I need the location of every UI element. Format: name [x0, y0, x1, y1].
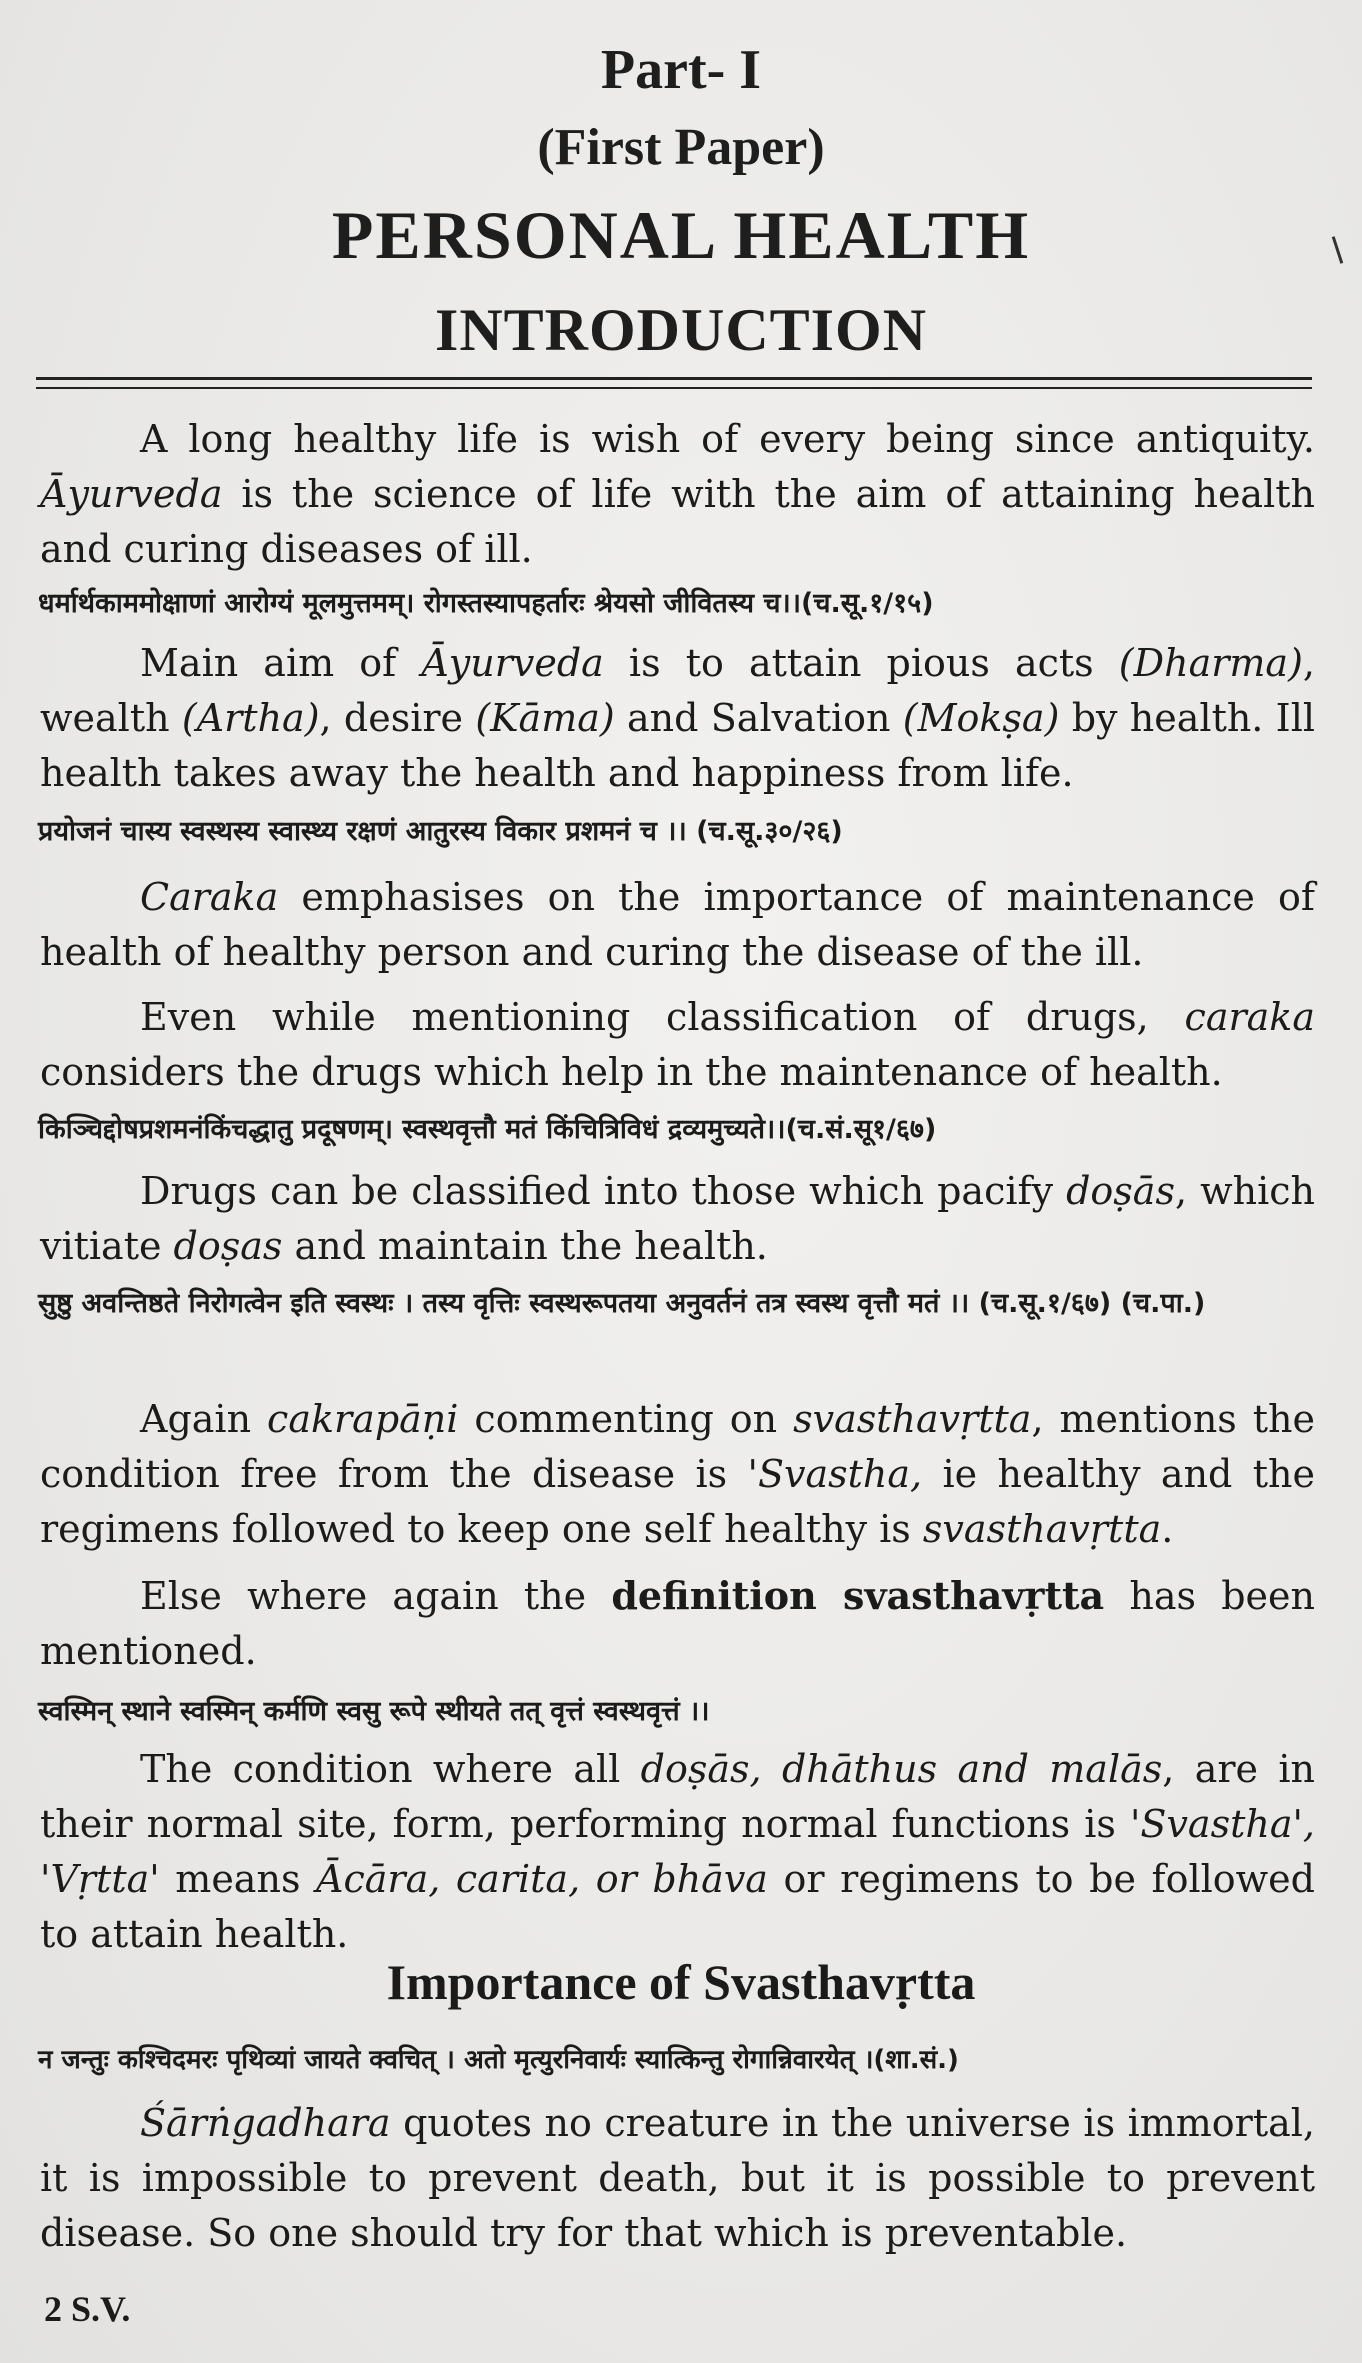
text-run: Āyurveda — [421, 641, 604, 685]
page-footer: 2 S.V. — [44, 2289, 131, 2329]
sanskrit-verse-6: न जन्तुः कश्चिदमरः पृथिव्यां जायते क्वचित् । अतो मृत्युरनिवार्यः स्यात्किन्तु रोगान्निवारयेत् ।(शा.सं.) — [38, 2045, 959, 2075]
section-heading: Importance of Svasthavṛtta — [386, 1954, 976, 2010]
paragraph-7 — [40, 1568, 1315, 1679]
sanskrit-verse-4: सुष्ठु अवन्तिष्ठते निरोगत्वेन इति स्वस्थः । तस्य वृत्तिः स्वस्थरूपतया अनुवर्तनं तत्र स्वस्थ वृत्तौ मतं ।। (च.सू.१/६७) (च.पा.) — [38, 1288, 1206, 1319]
text-run: , are in their normal site, form, performing normal functions is — [40, 1747, 1315, 1846]
text-run: doṣās, dhāthus and malās — [640, 1747, 1163, 1791]
text-run: means — [159, 1857, 317, 1901]
text-run: by health. Ill health takes away the health and happiness from life. — [40, 696, 1315, 795]
paragraph-2 — [40, 636, 1315, 801]
paragraph-4 — [40, 990, 1315, 1100]
sanskrit-verse-2: प्रयोजनं चास्य स्वस्थस्य स्वास्थ्य रक्षणं आतुरस्य विकार प्रशमनं च ।। (च.सू.३०/२६) — [38, 816, 843, 847]
sanskrit-verse-1: धर्मार्थकाममोक्षाणां आरोग्यं मूलमुत्तमम्। रोगस्तस्यापहर्तारः श्रेयसो जीवितस्य च।।(च.सू.१/१५) — [38, 588, 934, 619]
text-run: is the science of life with the aim of attaining health and curing diseases of ill. — [40, 472, 1315, 571]
text-run: , desire — [319, 696, 476, 740]
text-run: , which vitiate — [40, 1169, 1315, 1268]
paragraph-5 — [40, 1164, 1315, 1274]
text-run: Caraka — [140, 875, 279, 919]
text-run: (Mokṣa) — [902, 696, 1060, 740]
text-run: Again — [140, 1397, 268, 1441]
part-label: Part- I — [600, 39, 762, 101]
text-run: 'Svastha, — [747, 1452, 923, 1496]
text-run: or regimens to be followed to attain health. — [40, 1857, 1315, 1956]
text-run: svasthavṛtta — [793, 1397, 1032, 1441]
text-run: emphasises on the importance of maintenance of health of healthy person and curing the disease of the ill. — [40, 875, 1315, 974]
text-run: Śārṅgadhara — [140, 2101, 391, 2145]
text-run: doṣās — [1066, 1169, 1175, 1213]
text-run: and maintain the health. — [282, 1224, 768, 1268]
text-run: svasthavṛtta — [922, 1507, 1162, 1551]
text-run: considers the drugs which help in the maintenance of health. — [40, 1050, 1223, 1094]
text-run: (Kāma) — [475, 696, 615, 740]
paragraph-9 — [40, 2096, 1315, 2261]
text-run: and Salvation — [614, 696, 903, 740]
text-run: . — [1161, 1507, 1174, 1551]
text-run: Āyurveda — [40, 472, 223, 516]
title-rule-thick — [36, 377, 1312, 380]
text-run: , wealth — [40, 641, 1315, 740]
text-run: commenting on — [458, 1397, 794, 1441]
text-run: Drugs can be classified into those which pacify — [140, 1169, 1067, 1213]
paper-label: (First Paper) — [537, 119, 825, 176]
paragraph-6 — [40, 1392, 1315, 1557]
page-title: PERSONAL HEALTH — [331, 197, 1031, 273]
text-run: caraka — [1184, 995, 1315, 1039]
text-run: quotes no creature in the universe is immortal, it is impossible to prevent death, but it is possible to prevent disease. So one should try for that which is preventable. — [40, 2101, 1315, 2255]
section-title: INTRODUCTION — [434, 297, 928, 363]
text-run: is to attain pious acts — [603, 641, 1119, 685]
sanskrit-verse-3: किञ्चिद्दोषप्रशमनंकिंचद्धातु प्रदूषणम्। स्वस्थवृत्तौ मतं किंचित्रिविधं द्रव्यमुच्यते।।(च.सं.सू१/६७) — [38, 1114, 937, 1145]
title-rule-thin — [36, 387, 1312, 389]
paragraph-8 — [40, 1742, 1315, 1962]
text-run: Main aim of — [140, 641, 422, 685]
paragraph-1 — [40, 412, 1315, 577]
paragraph-3 — [40, 870, 1315, 980]
text-run: doṣas — [173, 1224, 283, 1268]
text-run: The condition where all — [140, 1747, 641, 1791]
text-run: ie healthy and the regimens followed to keep one self healthy is — [40, 1452, 1315, 1551]
sanskrit-verse-5: स्वस्मिन् स्थाने स्वस्मिन् कर्मणि स्वसु रूपे स्थीयते तत् वृत्तं स्वस्थवृत्तं ।। — [38, 1696, 710, 1727]
text-run: Even while mentioning classification of drugs, — [140, 995, 1185, 1039]
text-run: definition svasthavṛtta — [611, 1573, 1105, 1618]
text-run: has been mentioned. — [40, 1574, 1315, 1673]
text-run: Ācāra, carita, or bhāva — [316, 1857, 768, 1901]
text-run: (Artha) — [181, 696, 320, 740]
text-run: (Dharma) — [1118, 641, 1303, 685]
text-run: cakrapāṇi — [267, 1397, 459, 1441]
text-run: 'Svastha', 'Vṛtta' — [40, 1802, 1315, 1901]
text-run: A long healthy life is wish of every being since antiquity. — [140, 417, 1315, 461]
text-run: , mentions the condition free from the disease is — [40, 1397, 1315, 1496]
text-run: Else where again the — [140, 1574, 612, 1618]
